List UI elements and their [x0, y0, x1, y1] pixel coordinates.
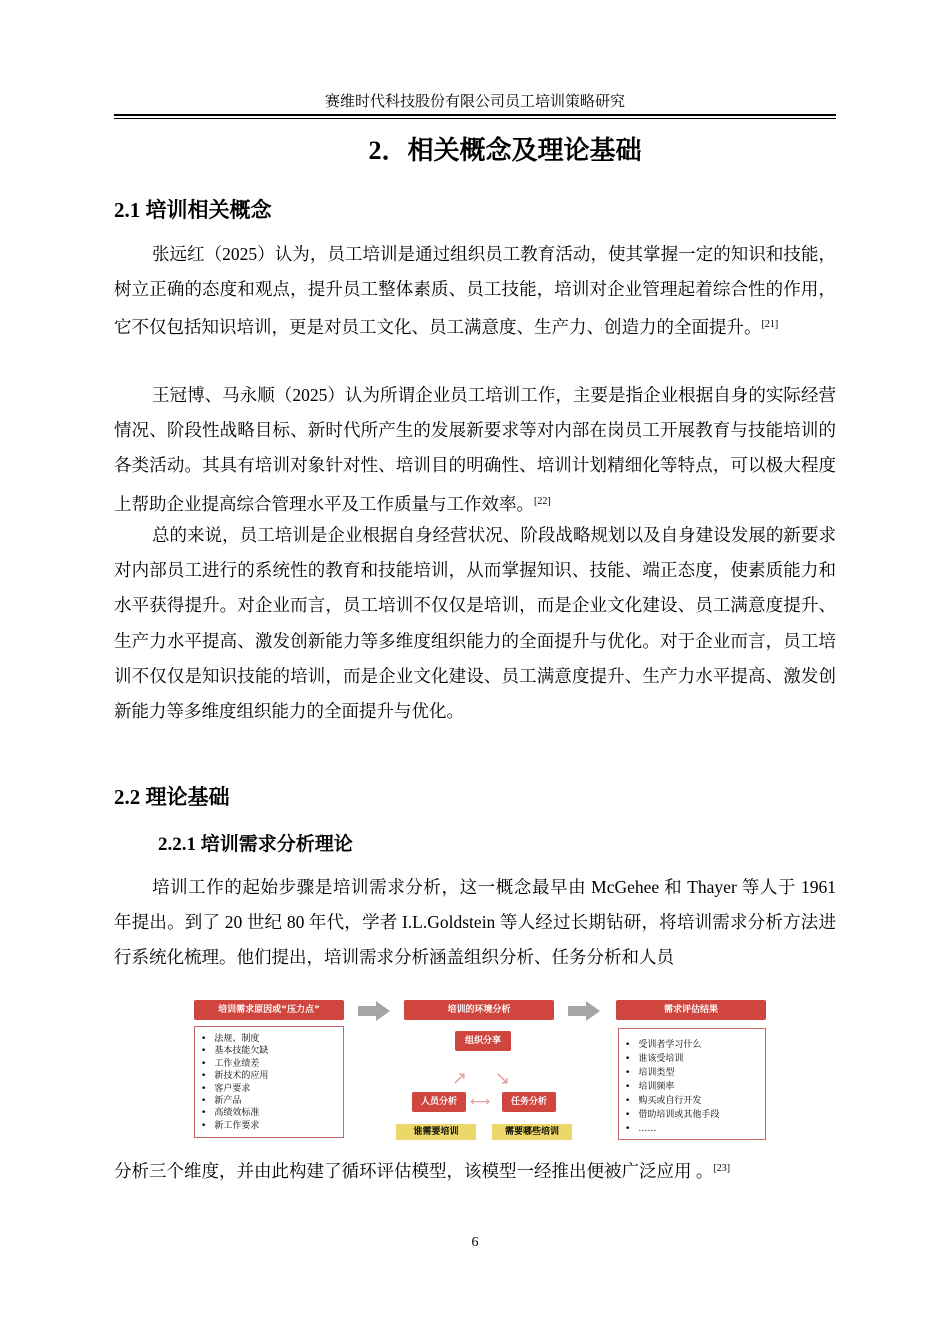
section-2-2-1-title: 2.2.1 培训需求分析理论 [158, 834, 353, 855]
pressure-points-list: • 法规、制度 • 基本技能欠缺 • 工作业绩差 • 新技术的应用 • 客户要求 • 新产品 • 高绩效标准 • 新工作要求 [194, 1026, 344, 1138]
arrow-both-icon: ⟷ [470, 1094, 491, 1110]
arrow-right-icon [358, 1006, 376, 1016]
paragraph: 总的来说，员工培训是企业根据自身经营状况、阶段战略规划以及自身建设发展的新要求对内部员工进行的系统性的教育和技能培训，从而掌握知识、技能、端正态度，使素质能力和水平获得提升。对企业而言，员工培训不仅仅是培训，而是企业文化建设、员工满意度提升、生产力水平提高、激发创新能力等多维度组织能力的全面提升与优化。对于企业而言，员工培训不仅仅是知识技能的培训，而是企业文化建设、员工满意度提升、生产力水平提高、激发创新能力等多维度组织能力的全面提升与优化。 [114, 525, 836, 722]
org-analysis-box: 组织分享 [455, 1031, 511, 1051]
paragraph: 张远红（2025）认为，员工培训是通过组织员工教育活动，使其掌握一定的知识和技能，树立正确的态度和观点，提升员工整体素质、员工技能，培训对企业管理起着综合性的作用，它不仅包括知识培训，更是对员工文化、员工满意度、生产力、创造力的全面提升。[21] [114, 244, 836, 338]
paragraph: 分析三个维度，并由此构建了循环评估模型，该模型一经推出便被广泛应用 。[23] [114, 1161, 731, 1181]
pressure-points-header: 培训需求原因或“压力点” [194, 1000, 344, 1020]
assessment-results-list: • 受训者学习什么 • 谁该受培训 • 培训类型 • 培训频率 • 购买或自行开发 • 借助培训或其他手段 • …… [618, 1028, 766, 1140]
header-rule-thin [114, 118, 836, 119]
paragraph: 培训工作的起始步骤是培训需求分析，这一概念最早由 McGehee 和 Thayer 等人于 1961 年提出。到了 20 世纪 80 年代，学者 I.L.Goldstein 等人经过长期钻研，将培训需求分析方法进行系统化梳理。他们提出，培训需求分析涵盖组织分析、任务分析和人员 [114, 877, 836, 968]
arrow-right-icon [376, 1001, 390, 1021]
running-header: 赛维时代科技股份有限公司员工培训策略研究 [324, 94, 625, 110]
task-analysis-box: 任务分析 [502, 1092, 556, 1112]
what-training: 需要哪些培训 [492, 1124, 572, 1140]
training-needs-diagram [190, 996, 770, 1144]
citation: [22] [534, 495, 551, 507]
arrow-right-icon [586, 1001, 600, 1021]
environment-analysis-header: 培训的环境分析 [404, 1000, 554, 1020]
assessment-results-header: 需求评估结果 [616, 1000, 766, 1020]
header-rule [114, 114, 836, 116]
section-2-1-title: 2.1 培训相关概念 [114, 198, 272, 222]
arrow-right-icon [568, 1006, 586, 1016]
citation: [23] [713, 1163, 731, 1174]
paragraph: 王冠博、马永顺（2025）认为所谓企业员工培训工作，主要是指企业根据自身的实际经营情况、阶段性战略目标、新时代所产生的发展新要求等对内部在岗员工开展教育与技能培训的各类活动。其具有培训对象针对性、培训目的明确性、培训计划精细化等特点，可以极大程度上帮助企业提高综合管理水平及工作质量与工作效率。[22] [114, 385, 836, 514]
arrow-down-right-icon: ↘ [495, 1068, 511, 1089]
section-2-2-title: 2.2 理论基础 [114, 785, 230, 809]
page-number: 6 [471, 1235, 479, 1250]
arrow-up-right-icon: ↗ [452, 1068, 468, 1089]
who-needs-training: 谁需要培训 [396, 1124, 476, 1140]
chapter-title: 2．相关概念及理论基础 [368, 136, 642, 165]
citation: [21] [761, 319, 779, 331]
person-analysis-box: 人员分析 [412, 1092, 466, 1112]
